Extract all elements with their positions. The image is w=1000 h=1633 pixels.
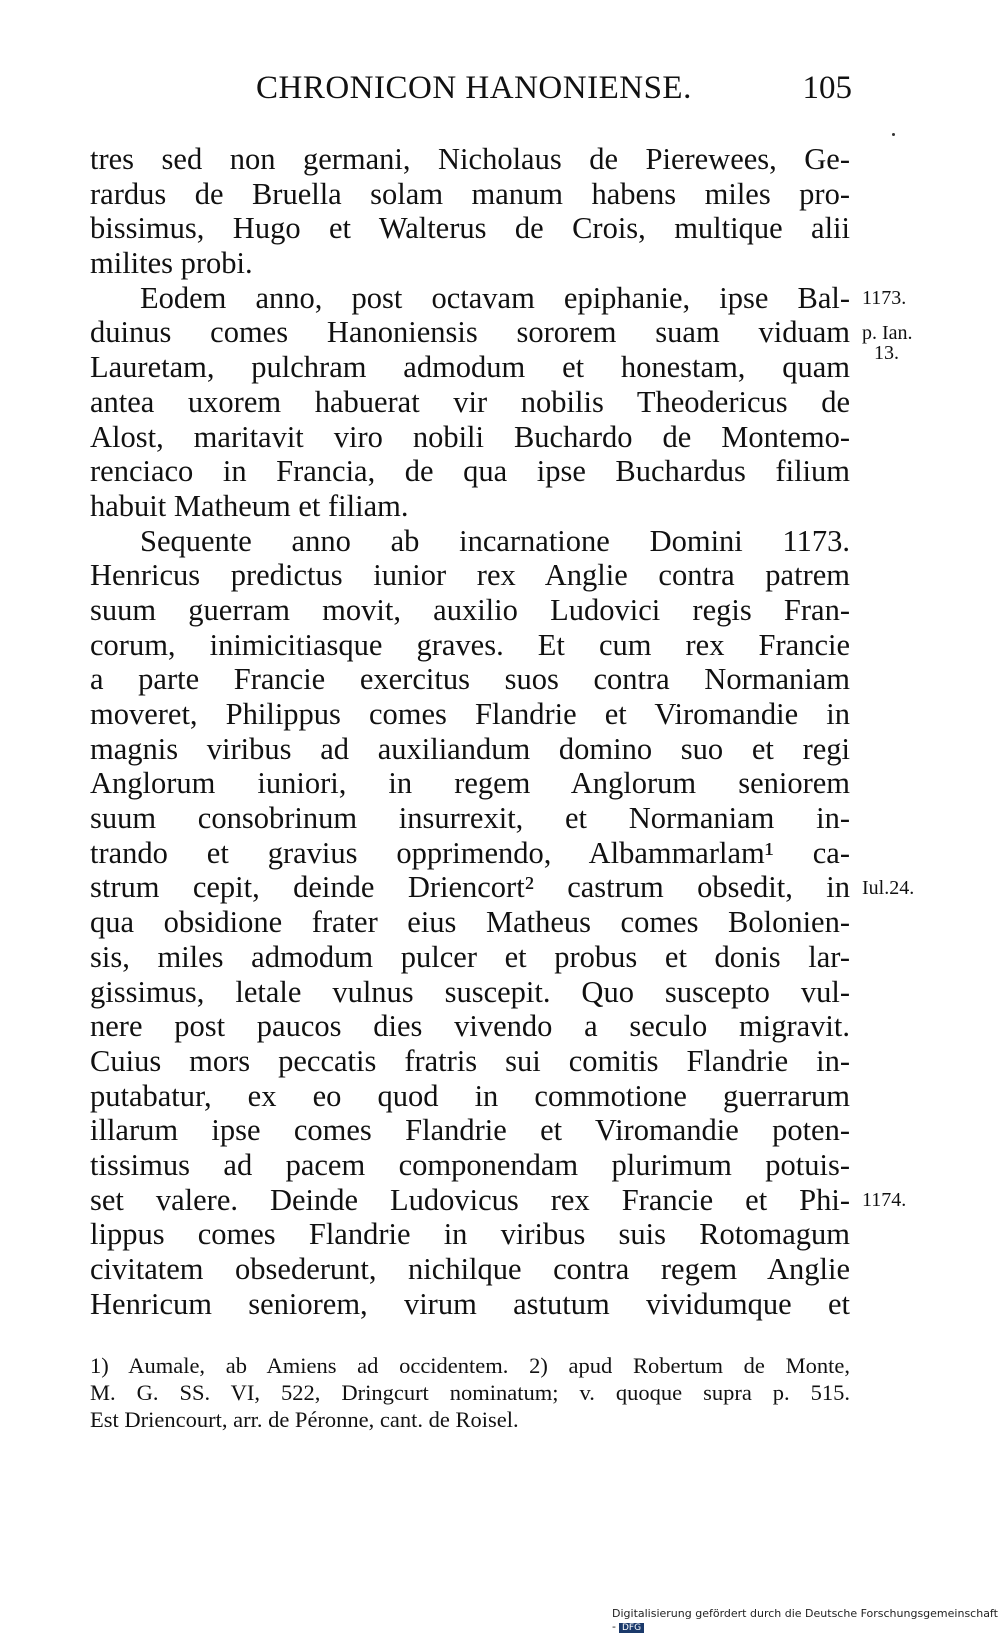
- text-line: suum guerram movit, auxilio Ludovici regis Fran-: [90, 592, 850, 627]
- margin-date-note: 1173.: [862, 286, 907, 309]
- text-line: civitatem obsederunt, nichilque contra regem Anglie: [90, 1252, 850, 1286]
- text-line: corum, inimicitiasque graves. Et cum rex Francie: [90, 627, 850, 662]
- footnote-line: Est Driencourt, arr. de Péronne, cant. de Roisel.: [90, 1407, 519, 1432]
- margin-date-note: 13.: [874, 342, 899, 365]
- text-line: tres sed non germani, Nicholaus de Pierewees, Ge-: [90, 142, 850, 176]
- text-line: Cuius mors peccatis fratris sui comitis Flandrie in-: [90, 1043, 850, 1078]
- text-line: Henricus predictus iunior rex Anglie contra patrem: [90, 558, 850, 593]
- text-line: putabatur, ex eo quod in commotione guerrarum: [90, 1078, 850, 1113]
- speck-mark: [892, 133, 895, 136]
- text-line: antea uxorem habuerat vir nobilis Theodericus de: [90, 384, 850, 419]
- text-line: Henricum seniorem, virum astutum vividumque et: [90, 1286, 850, 1321]
- text-line: set valere. Deinde Ludovicus rex Francie et Phi-: [90, 1182, 850, 1217]
- text-line: lippus comes Flandrie in viribus suis Rotomagum: [90, 1217, 850, 1252]
- text-line: Anglorum iuniori, in regem Anglorum seniorem: [90, 766, 850, 801]
- text-line: Alost, maritavit viro nobili Buchardo de Montemo-: [90, 419, 850, 454]
- page-number: 105: [802, 70, 852, 106]
- text-line: moveret, Philippus comes Flandrie et Viromandie in: [90, 697, 850, 731]
- text-line: duinus comes Hanoniensis sororem suam viduam: [90, 315, 850, 350]
- text-line: trando et gravius opprimendo, Albammarlam¹ ca-: [90, 835, 850, 870]
- running-title: CHRONICON HANONIENSE.: [256, 70, 692, 106]
- margin-date-note: Iul.24.: [862, 876, 915, 899]
- text-line: qua obsidione frater eius Matheus comes Bolonien-: [90, 905, 850, 940]
- footnote-line: M. G. SS. VI, 522, Dringcurt nominatum; v. quoque supra p. 515.: [90, 1380, 850, 1405]
- text-line: bissimus, Hugo et Walterus de Crois, multique alii: [90, 211, 850, 246]
- text-line: habuit Matheum et filiam.: [90, 488, 409, 523]
- text-line: tissimus ad pacem componendam plurimum potuis-: [90, 1147, 850, 1182]
- main-text: [90, 142, 850, 1321]
- text-line: a parte Francie exercitus suos contra Normaniam: [90, 662, 850, 697]
- dfg-logo: DFG: [619, 1623, 644, 1633]
- text-line: rardus de Bruella solam manum habens miles pro-: [90, 176, 850, 211]
- margin-date-note: p. Ian.: [862, 321, 913, 344]
- text-line: milites probi.: [90, 246, 253, 281]
- text-line: renciaco in Francia, de qua ipse Buchardus filium: [90, 454, 850, 489]
- text-line: suum consobrinum insurrexit, et Normaniam in-: [90, 801, 850, 836]
- text-line: illarum ipse comes Flandrie et Viromandie poten-: [90, 1113, 850, 1148]
- footnote-line: 1) Aumale, ab Amiens ad occidentem. 2) apud Robertum de Monte,: [90, 1353, 850, 1378]
- page-header: [256, 70, 852, 114]
- text-line: Sequente anno ab incarnatione Domini 1173.: [140, 523, 850, 558]
- footer-text: Digitalisierung gefördert durch die Deutsche Forschungsgemeinschaft -: [612, 1607, 998, 1633]
- text-line: Lauretam, pulchram admodum et honestam, quam: [90, 350, 850, 385]
- digitization-footer: [612, 1607, 1000, 1633]
- text-line: Eodem anno, post octavam epiphanie, ipse Bal-: [140, 280, 850, 315]
- text-line: strum cepit, deinde Driencort² castrum obsedit, in: [90, 870, 850, 905]
- text-line: sis, miles admodum pulcer et probus et donis lar-: [90, 939, 850, 974]
- margin-date-note: 1174.: [862, 1189, 907, 1211]
- text-line: gissimus, letale vulnus suscepit. Quo suscepto vul-: [90, 974, 850, 1009]
- footnotes: [90, 1352, 850, 1433]
- text-line: magnis viribus ad auxiliandum domino suo et regi: [90, 731, 850, 766]
- text-line: nere post paucos dies vivendo a seculo migravit.: [90, 1009, 850, 1044]
